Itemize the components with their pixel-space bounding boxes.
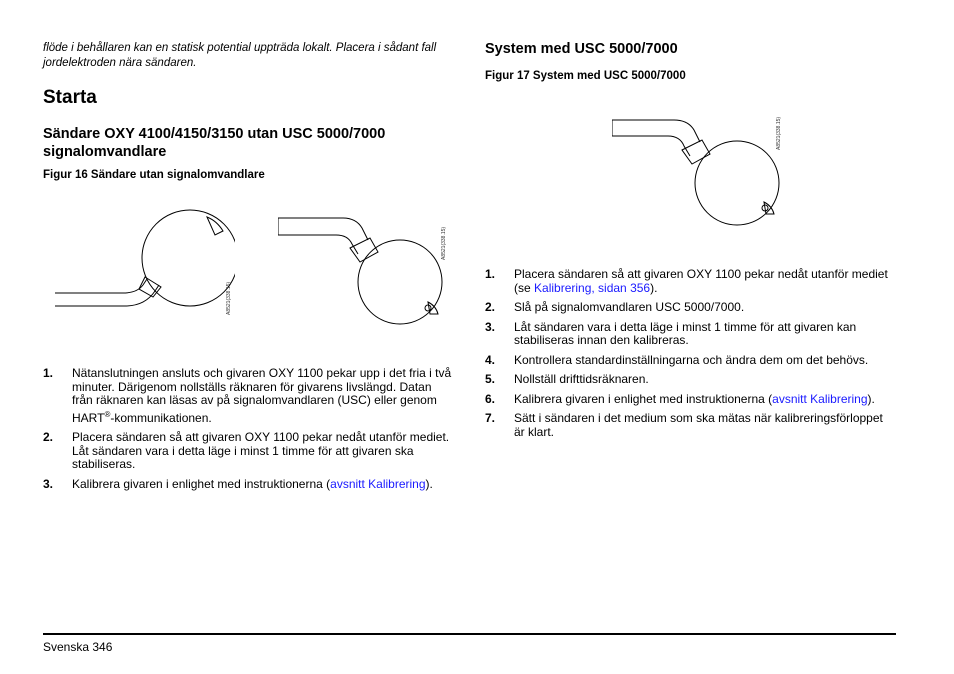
step-number: 7. <box>485 411 496 425</box>
left-step-1 <box>43 367 453 425</box>
right-step-3 <box>485 321 895 348</box>
section-title: Starta <box>43 87 97 108</box>
step-text-after: ). <box>650 280 658 295</box>
step-text: Placera sändaren så att givaren OXY 1100 pekar nedåt utanför mediet. Låt sändaren vara i detta läge i minst 1 timme för att givaren ska stabiliseras. <box>72 430 450 471</box>
figure-16-drawing-down <box>278 210 448 330</box>
right-step-6 <box>485 393 895 407</box>
step-text: Kalibrera givaren i enlighet med instruktionerna ( <box>72 476 331 491</box>
step-number: 2. <box>485 300 496 314</box>
right-step-2 <box>485 301 895 315</box>
right-subsection-title: System med USC 5000/7000 <box>485 41 678 57</box>
figure-16-drawing-up <box>55 205 235 325</box>
step-text: Kontrollera standardinställningarna och ändra dem om det behövs. <box>514 352 869 367</box>
left-steps-list <box>43 367 453 497</box>
figure-16-caption: Figur 16 Sändare utan signalomvandlare <box>43 169 265 181</box>
figure-16-code-a: A8521(338.15) <box>226 281 232 315</box>
step-text-after: ). <box>425 476 433 491</box>
right-steps-list <box>485 268 895 445</box>
step-number: 4. <box>485 352 496 367</box>
calibration-link[interactable]: avsnitt Kalibrering <box>772 391 868 406</box>
intro-paragraph: flöde i behållaren kan en statisk potential uppträda lokalt. Placera i sådant fall jordelektroden nära sändaren. <box>43 42 437 69</box>
step-text: Nollställ drifttidsräknaren. <box>514 372 649 386</box>
step-text: Kalibrera givaren i enlighet med instruktionerna ( <box>514 391 773 406</box>
step-text: Sätt i sändaren i det medium som ska mätas när kalibreringsförloppet är klart. <box>514 411 883 439</box>
step-number: 1. <box>485 267 496 281</box>
step-text-continued: -kommunikationen. <box>110 410 212 425</box>
left-step-2 <box>43 431 453 472</box>
calibration-link[interactable]: avsnitt Kalibrering <box>330 476 426 491</box>
calibration-page-link[interactable]: Kalibrering, sidan 356 <box>534 280 651 295</box>
step-text-after: ). <box>867 391 875 406</box>
right-step-5 <box>485 373 895 387</box>
right-step-4 <box>485 354 895 368</box>
step-number: 3. <box>485 319 496 334</box>
page-footer: Svenska 346 <box>43 640 113 654</box>
registered-mark: ® <box>104 409 111 419</box>
footer-divider <box>43 633 896 635</box>
right-step-7 <box>485 412 895 439</box>
subsection-title: Sändare OXY 4100/4150/3150 utan USC 5000/7000 signalomvandlare <box>43 126 386 160</box>
figure-17-caption: Figur 17 System med USC 5000/7000 <box>485 70 686 82</box>
figure-16-code-b: A8521(338.15) <box>441 226 447 260</box>
step-number: 2. <box>43 430 54 444</box>
step-number: 5. <box>485 372 496 386</box>
step-text: Placera sändaren så att givaren OXY 1100 pekar nedåt utanför mediet (se <box>514 267 888 295</box>
step-text: Slå på signalomvandlaren USC 5000/7000. <box>514 300 745 314</box>
left-step-3 <box>43 478 453 492</box>
step-text: Nätanslutningen ansluts och givaren OXY 1100 pekar upp i det fria i två minuter. Därigenom nollställs räknaren för givarens livslängd. Datan från räknaren kan läsas av på signalomvandlaren (USC) eller genom HART <box>72 366 452 425</box>
step-number: 3. <box>43 476 54 491</box>
figure-17-code: A8521(338.15) <box>776 116 782 150</box>
step-text: Låt sändaren vara i detta läge i minst 1 timme för att givaren kan stabiliseras innan den kalibreras. <box>514 319 857 347</box>
step-number: 6. <box>485 391 496 406</box>
figure-17-drawing <box>612 108 787 228</box>
right-step-1 <box>485 268 895 295</box>
step-number: 1. <box>43 366 54 380</box>
